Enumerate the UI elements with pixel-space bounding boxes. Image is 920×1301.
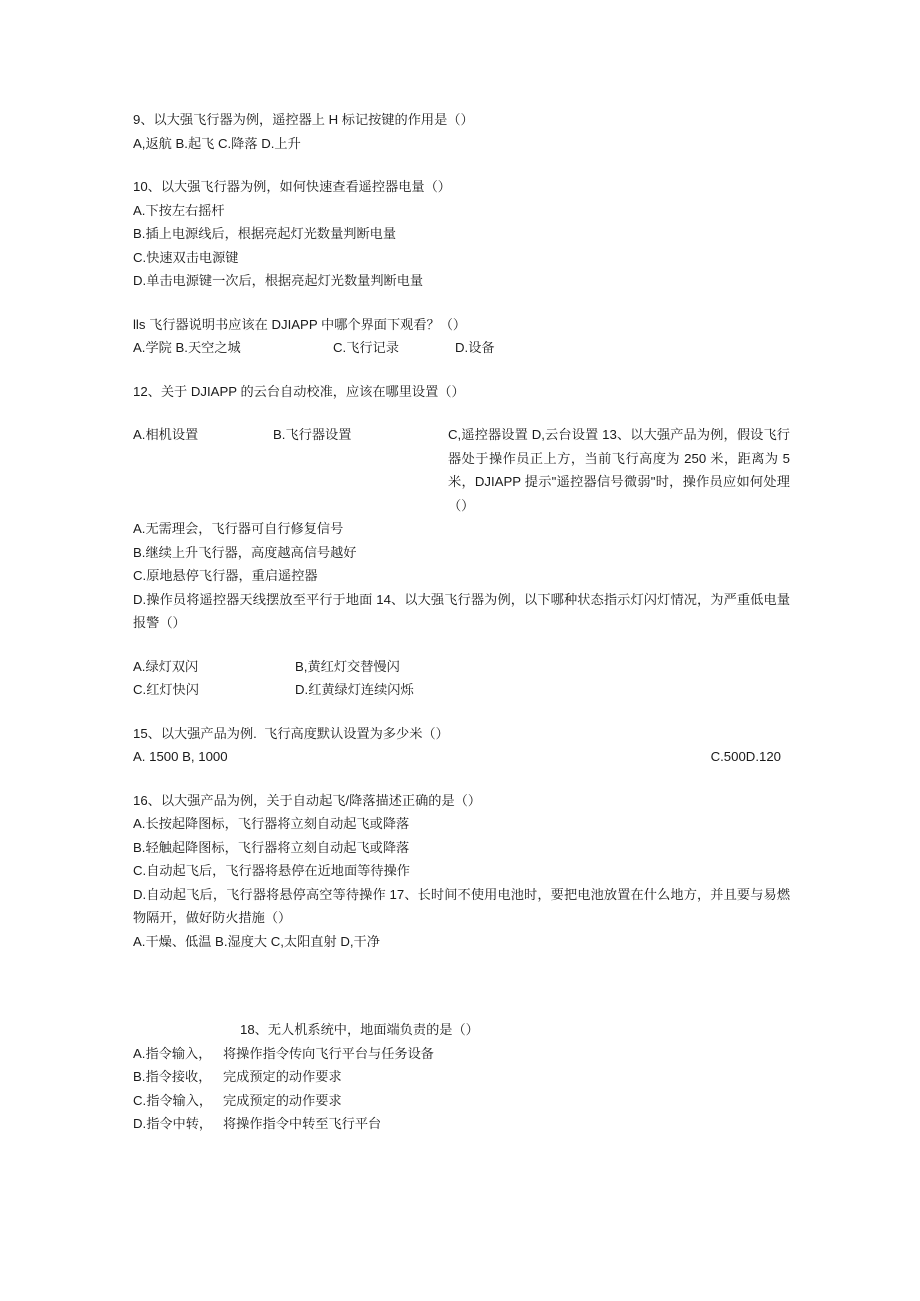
- question-10-option-a: A.下按左右摇杆: [133, 202, 225, 218]
- question-18-option-a: [133, 1042, 790, 1066]
- question-block-15: [133, 722, 790, 769]
- question-11-options-row: [133, 336, 790, 360]
- document-body: [133, 108, 794, 1156]
- question-12-options-row: [133, 423, 794, 517]
- question-16-option-c: C.自动起飞后，飞行器将悬停在近地面等待操作: [133, 863, 410, 878]
- question-18-stem: 18、无人机系统中，地面端负责的是（）: [240, 1022, 479, 1037]
- question-18-option-d-key: D.指令中转，: [133, 1116, 213, 1131]
- question-block-13: [133, 517, 790, 635]
- question-16-option-d-merged-17-stem: D.自动起飞后，飞行器将悬停高空等待操作 17、长时间不使用电池时，要把电池放置在什么地方，并且要与易燃物隔开，做好防火措施（）: [133, 886, 790, 925]
- question-14-option-c: C.红灯快闪: [133, 682, 199, 697]
- question-block-12: [133, 380, 794, 518]
- question-13-option-c: C.原地悬停飞行器，重启遥控器: [133, 568, 318, 583]
- question-14-options-row-2: [133, 678, 790, 702]
- question-15-options-row: [133, 745, 790, 769]
- question-14-option-b: B,黄红灯交替慢闪: [295, 658, 400, 674]
- question-16-stem: 16、以大强产品为例，关于自动起飞/降落描述正确的是（）: [133, 792, 482, 808]
- question-18-option-b-value: 完成预定的动作要求: [223, 1069, 342, 1084]
- spacer: [133, 973, 790, 1018]
- question-13-option-b: B.继续上升飞行器，高度越高信号越好: [133, 544, 357, 560]
- question-9-stem: 9、以大强飞行器为例，遥控器上 H 标记按键的作用是（）: [133, 112, 474, 127]
- question-block-16: [133, 789, 790, 930]
- question-15-stem: 15、以大强产品为例. 飞行高度默认设置为多少米（）: [133, 725, 449, 741]
- question-15-option-ab: A. 1500 B, 1000: [133, 749, 228, 764]
- question-block-11: [133, 313, 790, 360]
- question-13-option-a: A.无需理会，飞行器可自行修复信号: [133, 521, 344, 536]
- question-18-option-b: [133, 1065, 790, 1089]
- question-18-option-c: [133, 1089, 790, 1113]
- question-18-option-c-key: C.指令输入，: [133, 1092, 213, 1108]
- question-12-option-a: A.相机设置: [133, 427, 199, 442]
- question-18-option-d: [133, 1112, 790, 1136]
- question-10-option-d: D.单击电源键一次后，根据亮起灯光数量判断电量: [133, 273, 424, 288]
- question-14-option-a: A.绿灯双闪: [133, 658, 199, 674]
- question-18-option-a-value: 将操作指令传向飞行平台与任务设备: [223, 1045, 434, 1061]
- question-18-option-c-value: 完成预定的动作要求: [223, 1092, 342, 1108]
- question-13-option-d-merged-14-stem: D.操作员将遥控器天线摆放至平行于地面 14、以大强飞行器为例，以下哪种状态指示灯闪灯情况，为严重低电量报警（）: [133, 591, 790, 630]
- question-18-option-b-key: B.指令接收，: [133, 1069, 212, 1084]
- spacer: [228, 745, 711, 769]
- spacer: [133, 403, 790, 423]
- question-block-14: [133, 655, 790, 702]
- question-block-10: [133, 175, 790, 293]
- question-block-17: [133, 930, 790, 954]
- question-16-option-a: A.长按起降图标，飞行器将立刻自动起飞或降落: [133, 816, 410, 831]
- question-block-18: [133, 1018, 790, 1136]
- question-11-option-d: D.设备: [455, 340, 495, 355]
- question-10-stem: 10、以大强飞行器为例，如何快速查看遥控器电量（）: [133, 179, 451, 194]
- question-11-option-ab: A.学院 B.天空之城: [133, 340, 241, 355]
- question-15-option-cd: C.500D.120: [710, 749, 781, 764]
- question-14-option-d: D.红黄绿灯连续闪烁: [295, 682, 414, 697]
- question-10-option-b: B.插上电源线后，根据亮起灯光数量判断电量: [133, 226, 397, 241]
- question-block-9: [133, 108, 790, 155]
- question-16-option-b: B.轻触起降图标，飞行器将立刻自动起飞或降落: [133, 839, 410, 855]
- question-9-options: A,返航 B.起飞 C.降落 D.上升: [133, 135, 301, 151]
- question-18-option-a-key: A.指令输入，: [133, 1045, 212, 1061]
- question-12-stem: 12、关于 DJIAPP 的云台自动校准，应该在哪里设置（）: [133, 383, 465, 399]
- question-11-option-c: C.飞行记录: [333, 340, 399, 355]
- question-18-option-d-value: 将操作指令中转至飞行平台: [223, 1116, 382, 1131]
- question-14-options-row-1: [133, 655, 790, 679]
- question-17-options: A.干燥、低温 B.湿度大 C,太阳直射 D,干净: [133, 933, 380, 949]
- question-11-stem: lls 飞行器说明书应该在 DJIAPP 中哪个界面下观看？（）: [133, 316, 467, 332]
- question-10-option-c: C.快速双击电源键: [133, 249, 239, 265]
- question-12-option-cd-merged-13-stem: C,遥控器设置 D,云台设置 13、以大强产品为例，假设飞行器处于操作员正上方，当前飞行高度为 250 米，距离为 5 米，DJIAPP 提示"遥控器信号微弱"时，操作员应如何处理（）: [448, 427, 794, 513]
- question-12-option-b: B.飞行器设置: [273, 427, 352, 442]
